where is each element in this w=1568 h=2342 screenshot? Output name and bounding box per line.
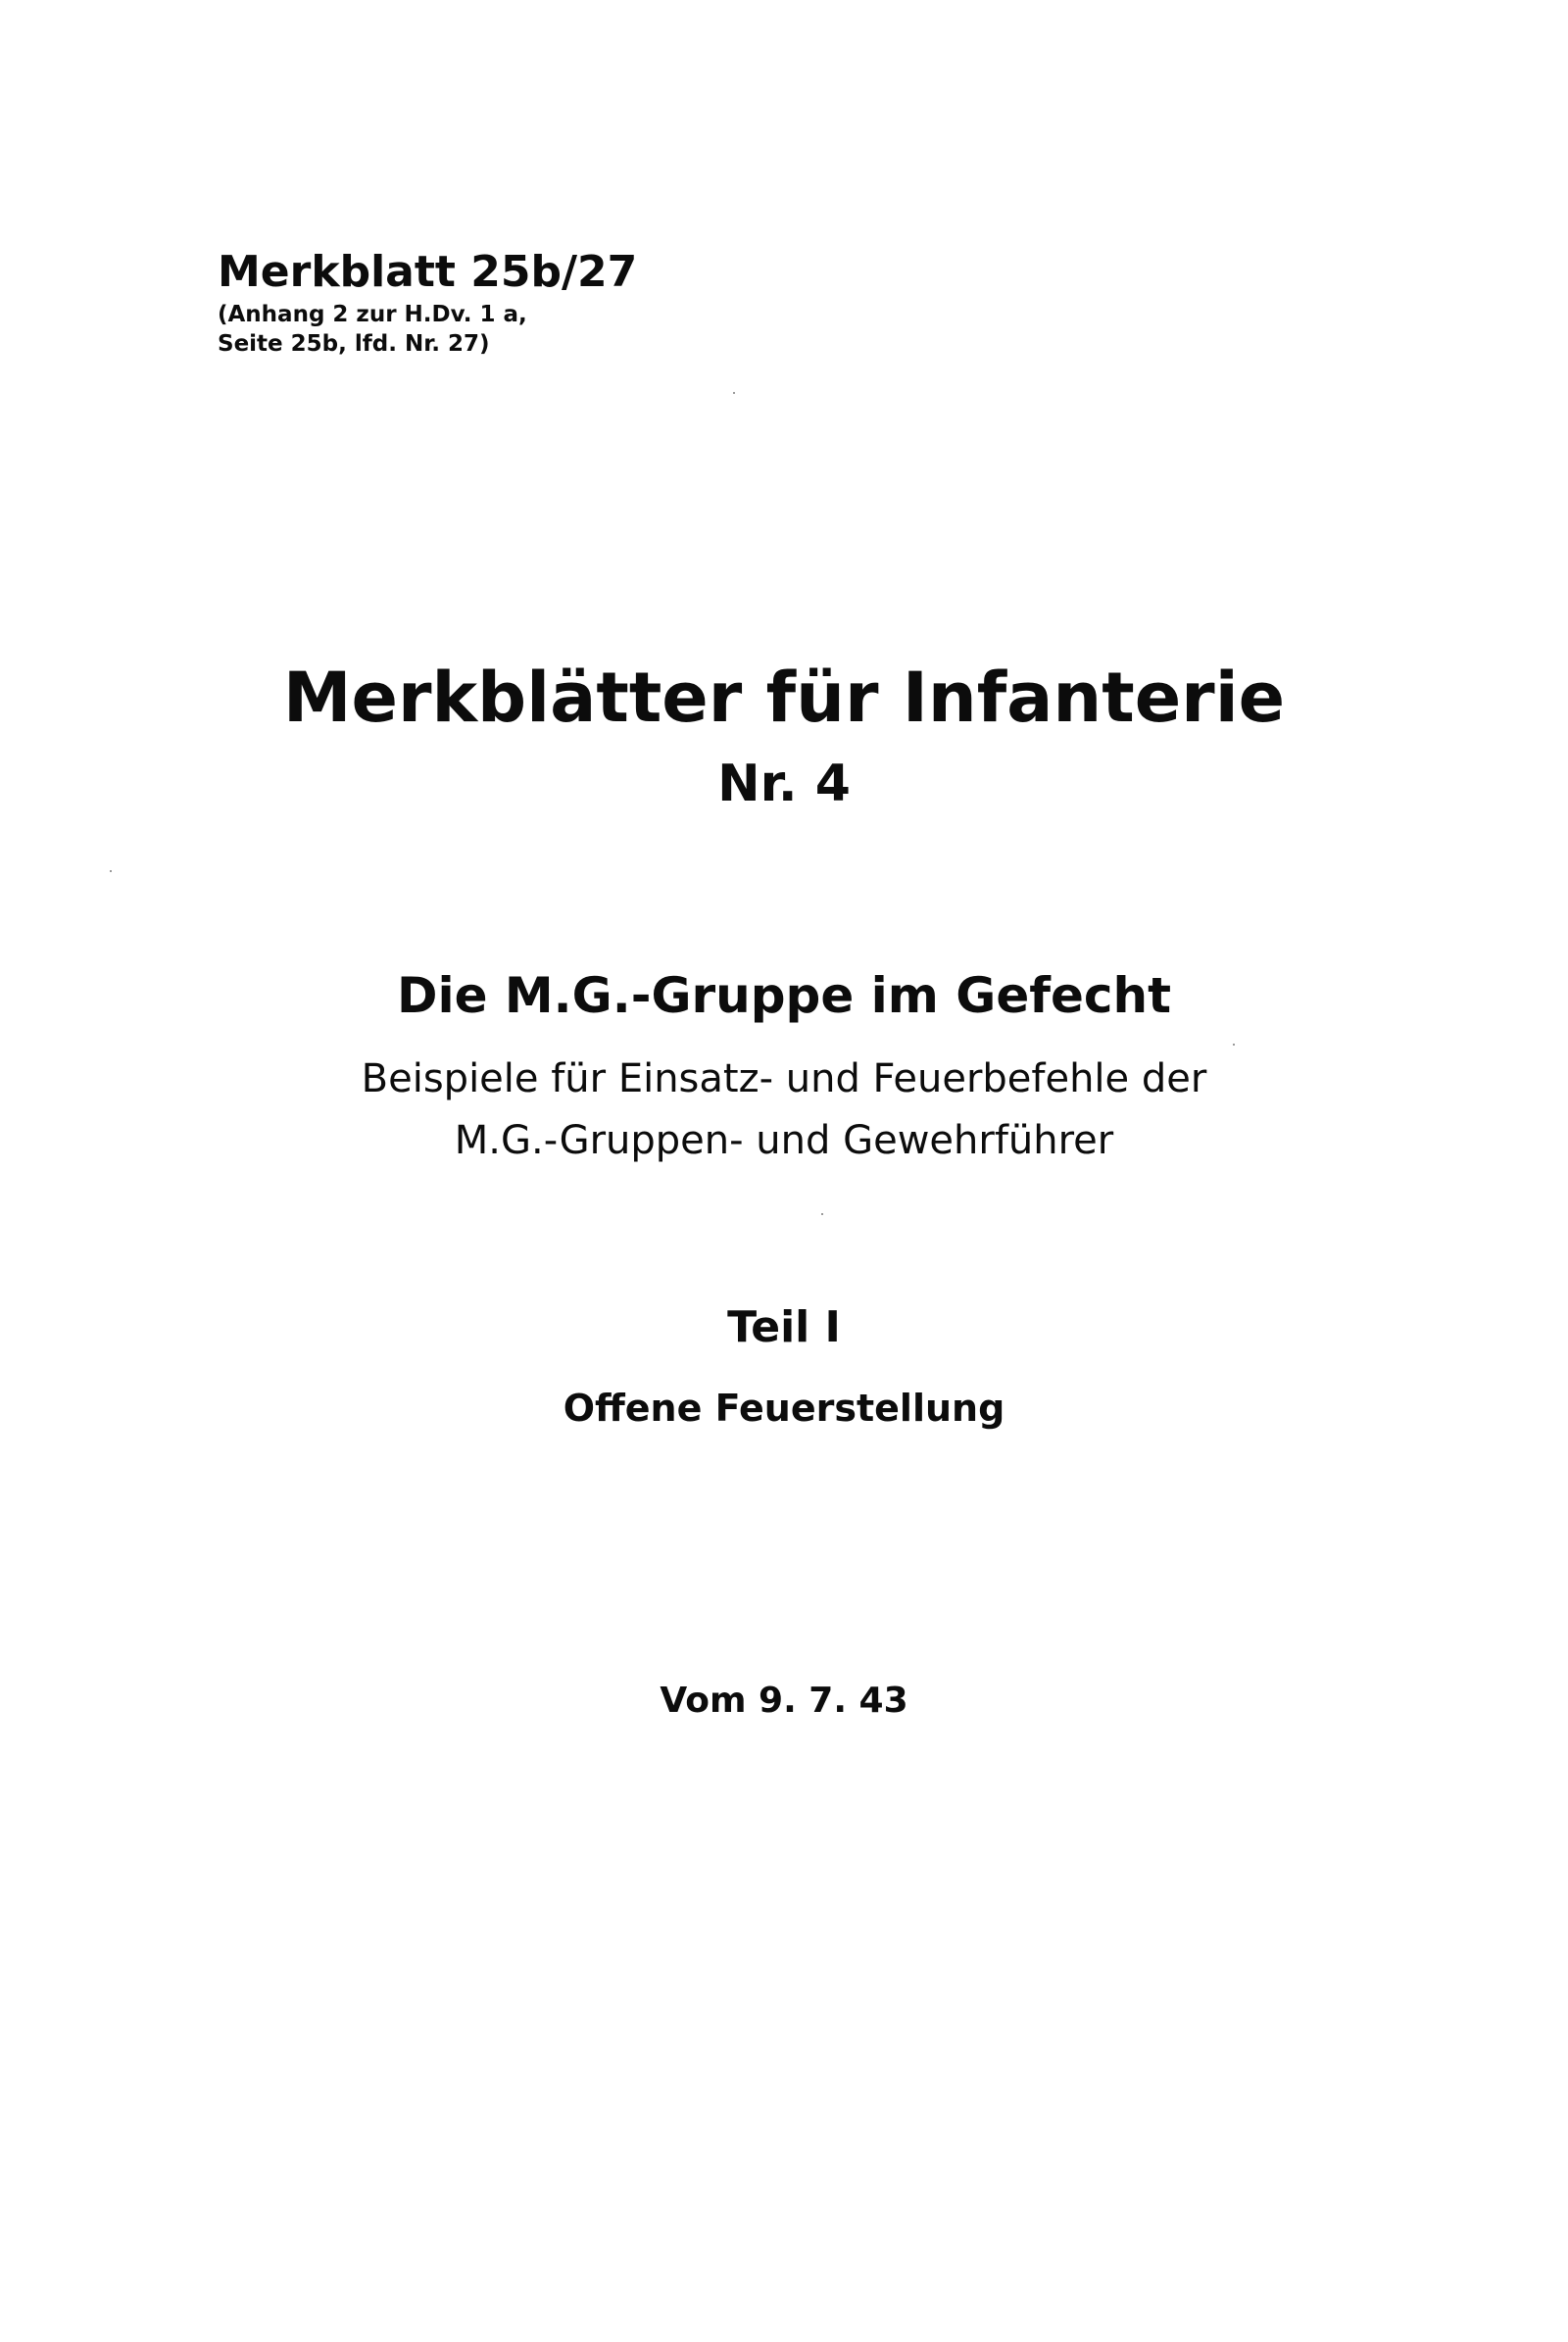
subject-title: Die M.G.-Gruppe im Gefecht [396, 967, 1172, 1024]
reference-line-2: Seite 25b, lfd. Nr. 27) [218, 331, 490, 357]
issue-date: Vom 9. 7. 43 [660, 1681, 908, 1721]
reference-line-1: (Anhang 2 zur H.Dv. 1 a, [218, 302, 527, 327]
scan-speck [110, 870, 112, 872]
document-number: Nr. 4 [717, 755, 851, 813]
document-title: Merkblätter für Infanterie [282, 658, 1286, 738]
reference-title: Merkblatt 25b/27 [218, 247, 638, 297]
reference-block [218, 245, 638, 359]
part-title: Offene Feuerstellung [563, 1387, 1005, 1430]
scan-speck [821, 1213, 823, 1215]
part-label: Teil I [727, 1302, 841, 1352]
subject-description-line-2: M.G.-Gruppen- und Gewehrführer [454, 1118, 1114, 1163]
subject-description-line-1: Beispiele für Einsatz- und Feuerbefehle der [361, 1056, 1207, 1101]
scan-speck [733, 392, 735, 394]
scan-speck [1233, 1044, 1235, 1046]
